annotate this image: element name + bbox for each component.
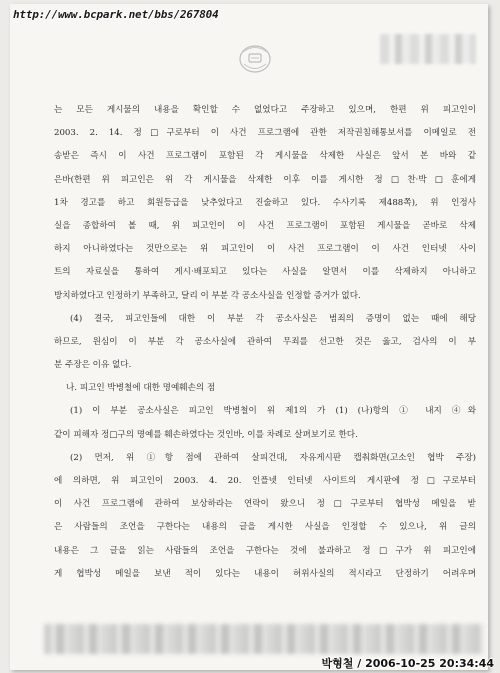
redacted-footer-block	[44, 624, 484, 654]
document-page	[10, 4, 488, 670]
text-line: 트의 자료실을 통하여 게시·배포되고 있다는 사실을 알면서 이를 삭제하지 아니하고	[54, 267, 476, 278]
text-line: (1) 이 부분 공소사실은 피고인 박병철이 위 제1의 가 (1) (나)항의 ① 내지 ④와	[70, 406, 476, 417]
text-line: 분 주장은 이유 없다.	[54, 360, 132, 371]
text-line: 2003. 2. 14. 정□구로부터 이 사건 프로그램에 관한 저작권침해통보서를 이메일로 전	[54, 128, 476, 139]
text-line: 실을 종합하여 볼 때, 위 피고인이 이 사건 프로그램이 포함된 게시물을 곧바로 삭제	[54, 220, 476, 231]
text-line: 게 협박성 메일을 보낸 적이 있다는 내용이 허위사실의 적시라고 단정하기 어려우며	[54, 568, 476, 579]
text-line: 같이 피해자 정□구의 명예를 훼손하였다는 것인바, 이를 차례로 살펴보기로 한다.	[54, 429, 358, 440]
text-line: 에 의하면, 위 피고인이 2003. 4. 20. 인플넷 인터넷 사이트의 게시판에 정□구로부터	[54, 476, 476, 486]
text-line: 은 사람들의 조언을 구한다는 내용의 글을 게시한 사실을 인정할 수 있으나, 위 글의	[54, 522, 476, 533]
text-line: (4) 결국, 피고인들에 대한 이 부분 각 공소사실은 범죄의 증명이 없는 때에 해당	[70, 313, 476, 324]
watermark-url: http://www.bcpark.net/bbs/267804	[13, 8, 219, 21]
text-line: 내용은 그 글을 읽는 사람들의 조언을 구한다는 것에 불과하고 정□구가 위 피고인에	[54, 545, 476, 556]
text-line: (2) 먼저, 위 ①항 점에 관하여 살피건대, 자유게시판 캡춰화면(고소인 협박 주장)	[70, 452, 476, 463]
text-line: 방치하였다고 인정하기 부족하고, 달리 이 부분 각 공소사실을 인정할 증거가 없다.	[54, 290, 361, 301]
section-heading: 나. 피고인 박병철에 대한 명예훼손의 점	[66, 383, 216, 394]
text-line: 이 사건 프로그램에 관하여 보상하라는 연락이 왔으니 정□구로부터 협박성 메일을 받	[54, 499, 476, 510]
document-body	[54, 99, 476, 586]
text-line: 하므로, 원심이 이 부분 각 공소사실에 관하여 무죄를 선고한 것은 옳고, 검사의 이 부	[54, 336, 476, 347]
text-line: 하지 아니하였다는 것만으로는 위 피고인이 이 사건 프로그램이 이 사건 인터넷 사이	[54, 244, 476, 255]
court-seal-icon	[238, 42, 272, 74]
text-line: 송받은 즉시 이 사건 프로그램이 포함된 각 게시물을 삭제한 사실은 앞서 본 바와 같	[54, 151, 476, 162]
redacted-header-block	[380, 34, 476, 64]
text-line: 은바(한편 위 피고인은 위 각 게시물을 삭제한 이후 이를 게시한 정□찬·박□훈에게	[54, 174, 476, 185]
signature-stamp: 박형철 / 2006-10-25 20:34:44	[321, 657, 494, 670]
text-line: 1차 경고를 하고 회원등급을 낮추었다고 진술하고 있다. 수사기록 제488쪽), 위 인정사	[54, 197, 476, 208]
text-line: 는 모든 게시물의 내용을 확인할 수 없었다고 주장하고 있으며, 한편 위 피고인이	[54, 105, 476, 115]
